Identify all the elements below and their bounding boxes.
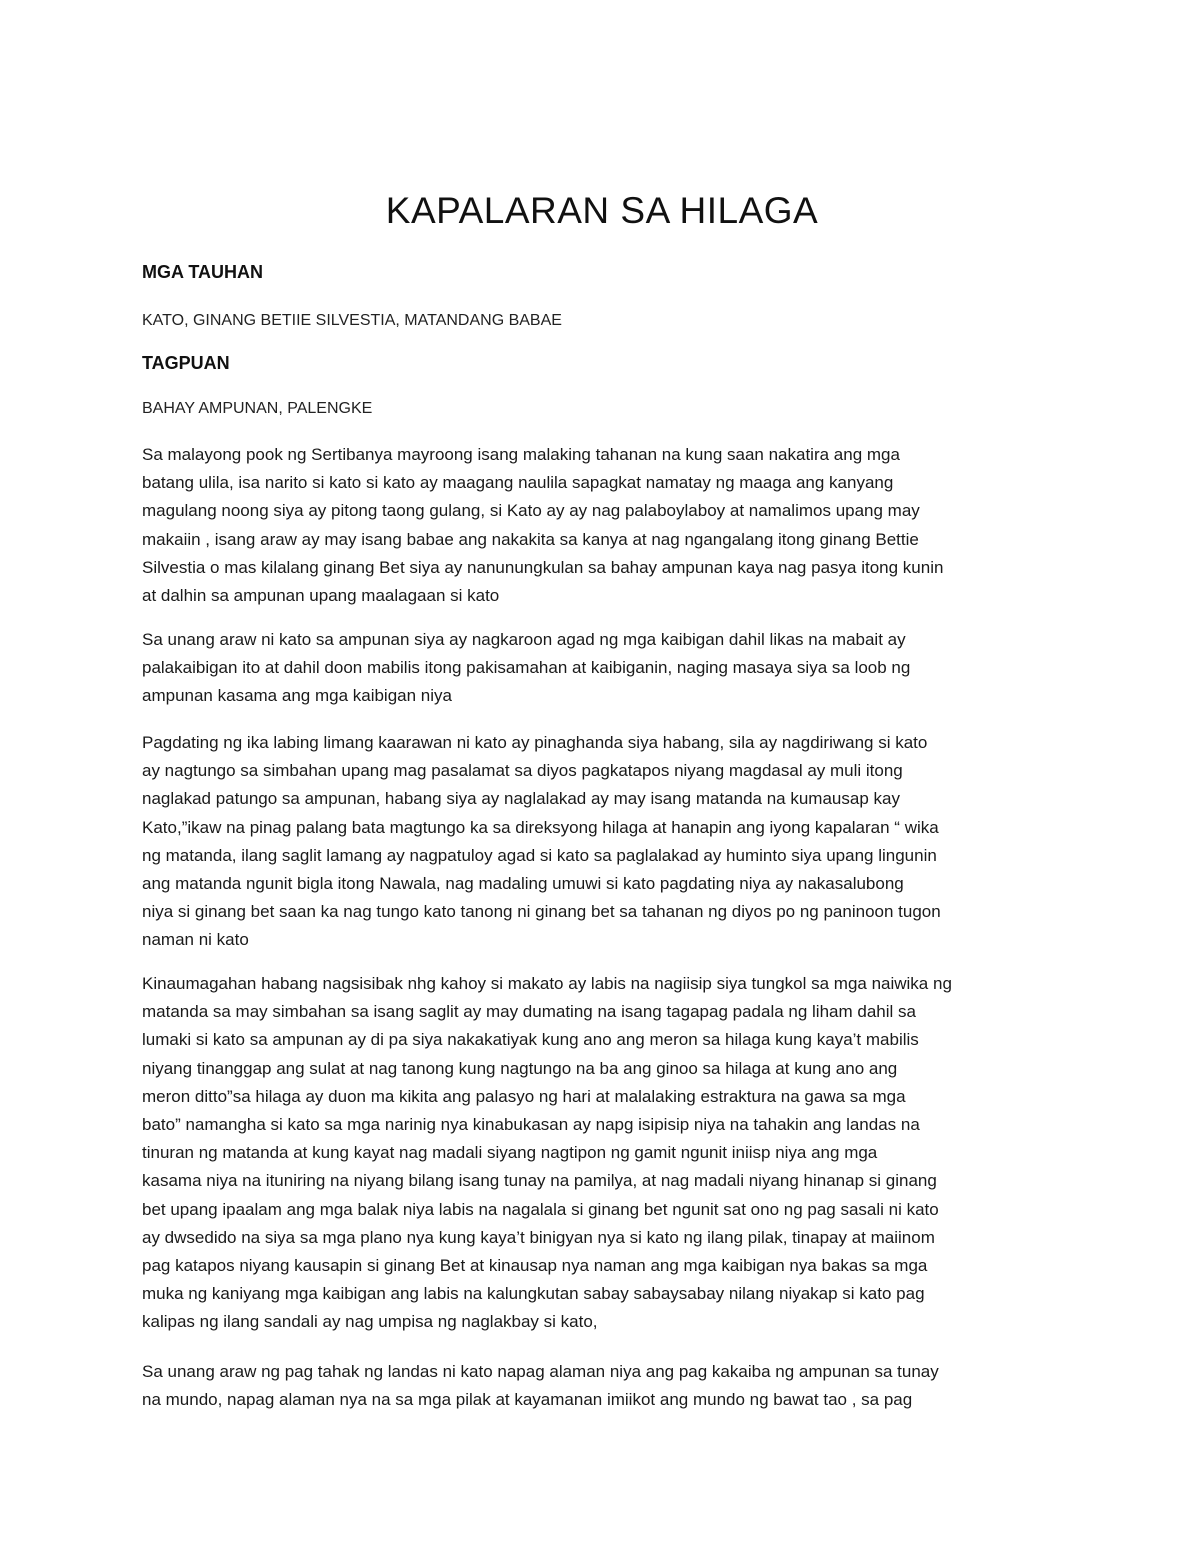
text-line: bet upang ipaalam ang mga balak niya labis na nagalala si ginang bet ngunit sat ono ng pag sasali ni kato (142, 1199, 939, 1219)
section-heading-tagpuan: TAGPUAN (142, 353, 230, 373)
text-line: Sa unang araw ng pag tahak ng landas ni kato napag alaman niya ang pag kakaiba ng ampunan sa tunay (142, 1362, 939, 1381)
section-heading-tauhan: MGA TAUHAN (142, 262, 263, 282)
text-line: ampunan kasama ang mga kaibigan niya (142, 686, 452, 706)
story-paragraph (142, 1358, 1062, 1414)
text-line: Pagdating ng ika labing limang kaarawan ni kato ay pinaghanda siya habang, sila ay nagdiriwang si kato (142, 733, 928, 752)
text-line: meron ditto”sa hilaga ay duon ma kikita ang palasyo ng hari at malalaking estraktura na gawa sa mga (142, 1086, 906, 1106)
text-line: Silvestia o mas kilalang ginang Bet siya ay nanunungkulan sa bahay ampunan kaya nag pasya itong kunin (142, 557, 944, 577)
story-paragraph (142, 441, 1062, 610)
text-line: lumaki si kato sa ampunan ay di pa siya nakakatiyak kung ano ang meron sa hilaga kung kaya’t mabilis (142, 1030, 919, 1050)
text-line: ay nagtungo sa simbahan upang mag pasalamat sa diyos pagkatapos niyang magdasal ay muli itong (142, 761, 903, 781)
text-line: muka ng kaniyang mga kaibigan ang labis na kalungkutan sabay sabaysabay nilang niyakap si kato pag (142, 1284, 925, 1304)
text-line: pag katapos niyang kausapin si ginang Bet at kinausap nya naman ang mga kaibigan nya bakas sa mga (142, 1256, 928, 1276)
text-line: Sa unang araw ni kato sa ampunan siya ay nagkaroon agad ng mga kaibigan dahil likas na mabait ay (142, 630, 906, 649)
text-line: niyang tinanggap ang sulat at nag tanong kung nagtungo na ba ang ginoo sa hilaga at kung ano ang (142, 1058, 898, 1078)
setting-list: BAHAY AMPUNAN, PALENGKE (142, 400, 373, 417)
text-line: Kato,”ikaw na pinag palang bata magtungo ka sa direksyong hilaga at hanapin ang iyong kapalaran “ wika (142, 817, 939, 837)
text-line: Sa malayong pook ng Sertibanya mayroong isang malaking tahanan na kung saan nakatira ang mga (142, 445, 900, 464)
text-line: tinuran ng matanda at kung kayat nag madali siyang nagtipon ng gamit ngunit iniisp niya ang mga (142, 1143, 878, 1163)
text-line: magulang noong siya ay pitong taong gulang, si Kato ay ay nag palaboylaboy at namalimos upang may (142, 501, 920, 521)
story-paragraph (142, 729, 1062, 955)
story-paragraph (142, 970, 1062, 1337)
text-line: naglakad patungo sa ampunan, habang siya ay naglalakad ay may isang matanda na kumausap kay (142, 789, 900, 809)
text-line: Kinaumagahan habang nagsisibak nhg kahoy si makato ay labis na nagiisip siya tungkol sa mga naiwika ng (142, 974, 952, 993)
text-line: ng matanda, ilang saglit lamang ay nagpatuloy agad si kato sa paglalakad ay huminto siya upang lingunin (142, 845, 937, 865)
text-line: niya si ginang bet saan ka nag tungo kato tanong ni ginang bet sa tahanan ng diyos po ng paninoon tugon (142, 902, 941, 922)
text-line: naman ni kato (142, 930, 249, 950)
text-line: at dalhin sa ampunan upang maalagaan si kato (142, 586, 500, 606)
text-line: batang ulila, isa narito si kato si kato ay maagang naulila sapagkat namatay ng maaga ang kanyang (142, 473, 894, 493)
story-paragraph (142, 626, 1062, 711)
text-line: ang matanda ngunit bigla itong Nawala, nag madaling umuwi si kato pagdating niya ay nakasalubong (142, 874, 904, 894)
document-page (142, 0, 1062, 1553)
text-line: palakaibigan ito at dahil doon mabilis itong pakisamahan at kaibiganin, naging masaya siya sa loob ng (142, 658, 911, 678)
text-line: matanda sa may simbahan sa isang saglit ay may dumating na isang tagapag padala ng liham dahil sa (142, 1002, 916, 1022)
document-title: KAPALARAN SA HILAGA (385, 190, 819, 231)
text-line: ay dwsedido na siya sa mga plano nya kung kaya’t binigyan nya si kato ng ilang pilak, tinapay at maiinom (142, 1227, 935, 1247)
text-line: kasama niya na ituniring na niyang bilang isang tunay na pamilya, at nag madali niyang hinanap si ginang (142, 1171, 937, 1191)
text-line: makaiin , isang araw ay may isang babae ang nakakita sa kanya at nag ngangalang itong ginang Bettie (142, 529, 919, 549)
text-line: na mundo, napag alaman nya na sa mga pilak at kayamanan imiikot ang mundo ng bawat tao , sa pag (142, 1390, 913, 1410)
characters-list: KATO, GINANG BETIIE SILVESTIA, MATANDANG BABAE (142, 312, 562, 329)
text-line: kalipas ng ilang sandali ay nag umpisa ng naglakbay si kato, (142, 1312, 598, 1332)
text-line: bato” namangha si kato sa mga narinig nya kinabukasan ay napg isipisip niya na tahakin ang landas na (142, 1115, 920, 1135)
